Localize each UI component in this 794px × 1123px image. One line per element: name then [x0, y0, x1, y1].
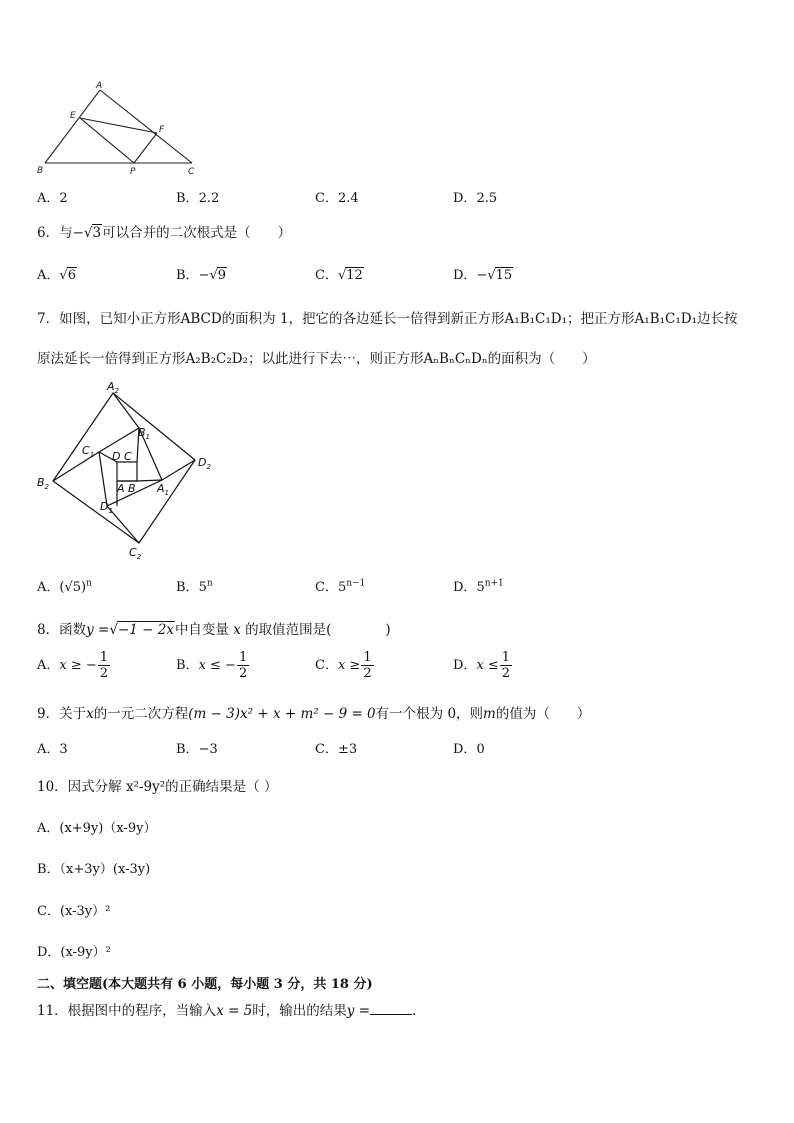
- label-F: F: [159, 125, 165, 135]
- q7-stem-line2: 原法延长一倍得到正方形A₂B₂C₂D₂；以此进行下去⋯，则正方形AₙBₙCₙDₙ的面积为（ ）: [37, 351, 596, 367]
- q9-option-d[interactable]: D．0: [453, 742, 485, 757]
- q5-option-d[interactable]: D．2.5: [453, 191, 498, 206]
- q9-option-a[interactable]: A．3: [37, 742, 68, 757]
- label-C2: $C_2$: [129, 546, 142, 561]
- q9-option-c[interactable]: C．±3: [315, 742, 358, 757]
- q7-option-c[interactable]: C．$5^{n-1}$: [315, 578, 366, 595]
- q8-stem: 8．函数y =√−1 − 2x中自变量 x 的取值范围是( ): [37, 622, 391, 638]
- label-D2: $D_2$: [198, 456, 211, 471]
- q6-option-d[interactable]: D．−√15: [453, 268, 513, 283]
- label-D1: $D_1$: [100, 500, 113, 515]
- q5-option-a[interactable]: A．2: [37, 191, 68, 206]
- q6-option-a[interactable]: A．√6: [37, 268, 76, 283]
- q6-option-c[interactable]: C．√12: [315, 268, 363, 283]
- label-D: D: [112, 450, 121, 463]
- triangle-figure: [30, 78, 210, 178]
- q7-option-b[interactable]: B．5$^n$: [176, 578, 213, 595]
- q8-option-a[interactable]: A．x ≥ − $\frac{1}{2}$: [37, 650, 109, 681]
- q10-option-b[interactable]: B．（x+3y）(x-3y): [37, 862, 151, 877]
- q9-stem: 9．关于x的一元二次方程(m − 3)x² + x + m² − 9 = 0有一个根为 0，则m的值为（ ）: [37, 706, 591, 722]
- q10-option-a[interactable]: A．(x+9y)（x-9y）: [37, 821, 157, 836]
- label-B: B: [128, 482, 136, 495]
- q5-option-b[interactable]: B．2.2: [176, 191, 220, 206]
- q10-option-d[interactable]: D．(x-9y）²: [37, 945, 111, 960]
- q7-option-d[interactable]: D．$5^{n+1}$: [453, 578, 504, 595]
- label-B2: $B_2$: [37, 476, 50, 491]
- label-A: A: [117, 482, 125, 495]
- label-A1: $A_1$: [157, 482, 169, 497]
- label-E: E: [70, 111, 76, 121]
- q6-stem: 6．与−√3可以合并的二次根式是（ ）: [37, 225, 292, 241]
- q8-option-d[interactable]: D．x ≤ $\frac{1}{2}$: [453, 650, 511, 681]
- nested-squares-figure: [35, 378, 225, 563]
- label-A: A: [96, 81, 103, 91]
- section2-title: 二、填空题(本大题共有 6 小题，每小题 3 分，共 18 分): [37, 977, 373, 992]
- q11-stem: 11．根据图中的程序，当输入x = 5时，输出的结果y = .: [37, 1003, 417, 1019]
- label-C: C: [124, 450, 132, 463]
- label-C: C: [188, 167, 195, 177]
- q9-option-b[interactable]: B．−3: [176, 742, 218, 757]
- q10-option-c[interactable]: C．(x-3y）²: [37, 904, 111, 919]
- q8-option-c[interactable]: C．x ≥ $\frac{1}{2}$: [315, 650, 372, 681]
- q6-option-b[interactable]: B．−√9: [176, 268, 227, 283]
- q7-stem-line1: 7．如图，已知小正方形ABCD的面积为 1，把它的各边延长一倍得到新正方形A₁B₁C₁D₁；把正方形A₁B₁C₁D₁边长按: [37, 311, 738, 327]
- label-A2: $A_2$: [107, 380, 119, 395]
- label-P: P: [130, 167, 136, 177]
- q7-option-a[interactable]: A．$(√5)^n$: [37, 578, 92, 595]
- q8-option-b[interactable]: B．x ≤ − $\frac{1}{2}$: [176, 650, 248, 681]
- label-B: B: [37, 166, 44, 176]
- label-C1: $C_1$: [82, 444, 95, 459]
- answer-blank[interactable]: [370, 1002, 412, 1015]
- label-B1: $B_1$: [138, 426, 151, 441]
- q10-stem: 10．因式分解 x²-9y²的正确结果是（ ）: [37, 779, 278, 795]
- q5-option-c[interactable]: C．2.4: [315, 191, 359, 206]
